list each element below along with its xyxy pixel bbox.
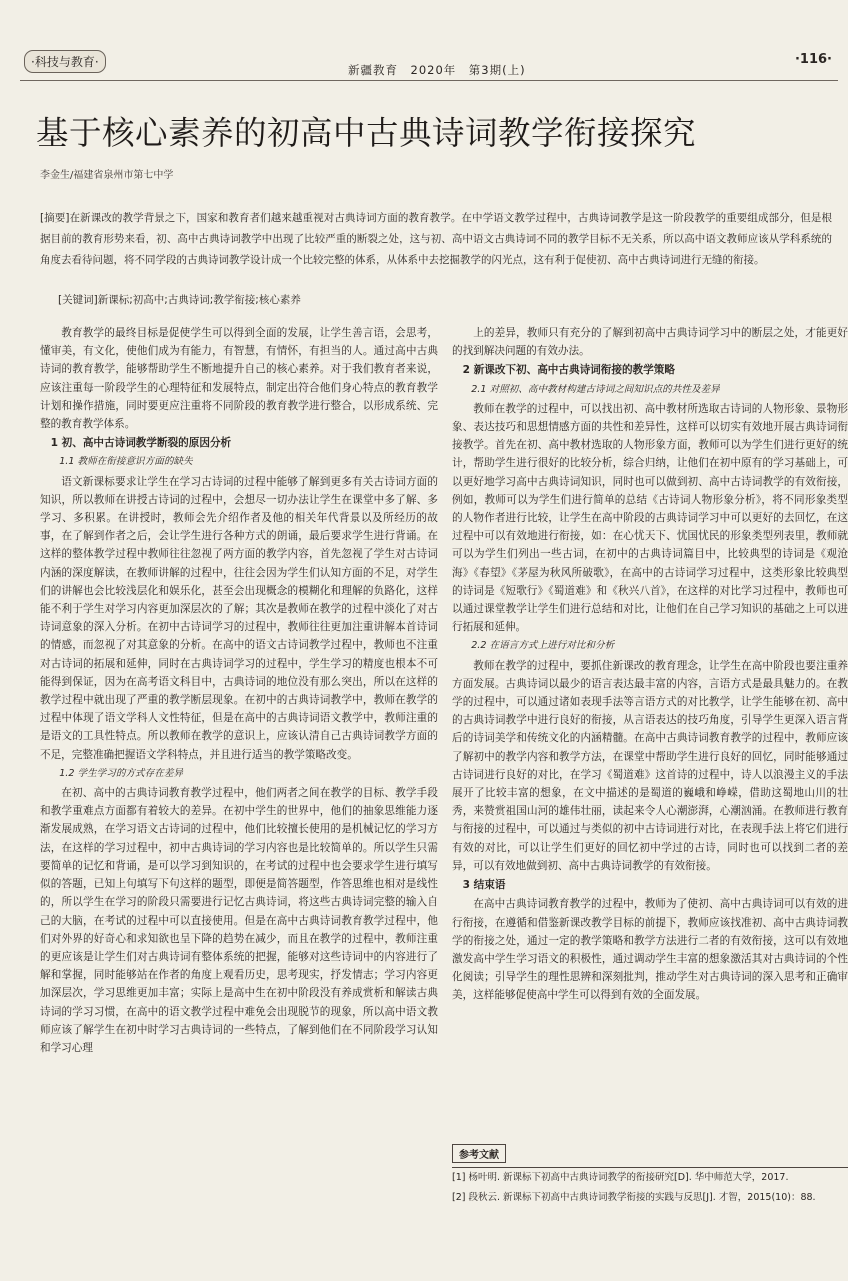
keywords: [关键词]新课标;初高中;古典诗词;教学衔接;核心素养 [58,294,301,306]
journal-info: 新疆教育 2020年 第3期(上) [348,63,526,77]
page-number: ·116· [794,52,832,67]
subsection-heading: 2.1 对照初、高中教材构建古诗词之间知识点的共性及差异 [471,383,720,395]
references [452,1143,848,1208]
reference-item: [1] 杨叶明. 新课标下初高中古典诗词教学的衔接研究[D]. 华中师范大学，2017. [452,1172,789,1183]
section-tag: ·科技与教育· [24,50,106,73]
body-paragraph: 上的差异，教师只有充分的了解到初高中古典诗词学习中的断层之处，才能更好的找到解决问题的有效办法。 [452,327,848,358]
subsection-heading: 2.2 在语言方式上进行对比和分析 [471,640,615,652]
body-paragraph: 在高中古典诗词教育教学的过程中，教师为了使初、高中古典诗词可以有效的进行衔接，在遵循和借鉴新课改教学目标的前提下，教师应该找准初、高中古典诗词教学的衔接之处，通过一定的教学策略和教学方法进行二者的有效衔接，这可以有效地激发高中学生学习语文的积极性，通过调动学生丰富的想象激活其对古典诗词的个性化阅读；引导学生的理性思辨和深刻批判，推动学生对古典诗词的深入思考和正确审美，这样能够促使高中学生可以得到有效的全面发展。 [452,898,848,1002]
section-heading: 1 初、高中古诗词教学断裂的原因分析 [50,437,232,450]
subsection-heading: 1.1 教师在衔接意识方面的缺失 [59,456,193,468]
body-paragraph: 教师在教学的过程中，可以找出初、高中教材所选取古诗词的人物形象、景物形象、表达技巧和思想情感方面的共性和差异性，这样可以切实有效地开展古典诗词衔接教学。首先在初、高中教材选取的人物形象方面，教师可以为学生们进行更好的统计，帮助学生进行很好的比较分析，综合归纳，让他们在初中原有的学习基础上，可以更好地学习高中古典诗词知识，同时也可以做到初、高中古诗词教学的有效衔接，例如，教师可以为学生们进行简单的总结《古诗词人物形象分析》，将不同形象类型的人物作者进行比较，让学生在高中阶段的古典诗词学习中可以更好的去回忆，在这过程中可以有效地进行衔接，如：在心忧天下、忧国忧民的形象类型列表里，教师就可以为学生们列出一些古词，在初中的古典诗词篇目中，比较典型的诗词是《观沧海》《春望》《茅屋为秋风所破歌》，在高中的古诗词学习过程中，这类形象比较典型的诗词是《短歌行》《蜀道难》和《秋兴八首》，在这样的对比学习过程中，教师也可以通过课堂教学让学生们进行总结和对比，让他们在自己学习知识的基础之上可以进行拓展和延伸。 [452,402,848,634]
references-title: 参考文献 [452,1144,506,1163]
header-rule [20,80,838,81]
body-paragraph: 语文新课标要求让学生在学习古诗词的过程中能够了解到更多有关古诗词方面的知识，所以教师在讲授古诗词的过程中，会想尽一切办法让学生在课堂中多了解、多学习、多积累。在讲授时，教师会先介绍作者及他的相关年代背景以及所经历的故事，在了解到作者之后，会让学生进行各种方式的朗诵，最后要求学生进行背诵。在这样的整体教学过程中教师往往忽视了两方面的教学内容，首先忽视了学生对古诗词内涵的深度解读，在教师讲解的过程中，往往会因为学生们认知方面的不足，对学生们的讲解也会比较浅层化和娱乐化，甚至会出现概念的模糊化和理解的负路化，这样能不利于学生对学习内容更加深层次的了解；其次是教师在教学的过程中淡化了对古诗词意象的深入分析。在初中古诗词学习的过程中，教师往往更加注重讲解本首诗词的情感，而忽视了对其意象的分析。在高中的语文古诗词教学过程中，教师也不注重对古诗词的拓展和延伸，同时在古典诗词学习的过程中，学生学习的精度也根本不可能得到保证，因为在高考语文科目中，古典诗词的地位没有那么突出，所以在这样的教学过程中就出现了严重的教学断层现象。在初中的古典诗词教学中，教师在教学的过程中体现了语文学科人文性特征，但是在高中的古典诗词语文教学中，教师注重的是语文的工具性特点。所以教师在教学的意识上，应该认清自己古典诗词教学方面的不足，完整准确把握语文学科特点，并且进行适当的教学策略改变。 [40,475,438,761]
right-column [452,324,848,1272]
subsection-heading: 1.2 学生学习的方式存在差异 [59,767,184,779]
left-column [40,324,438,1272]
section-heading: 2 新课改下初、高中古典诗词衔接的教学策略 [462,364,675,377]
body-paragraph: 教师在教学的过程中，要抓住新课改的教育理念，让学生在高中阶段也要注重养方面发展。古典诗词以最少的语言表达最丰富的内容，言语方式是最具魅力的。在教学的过程中，可以通过诸如表现手法等言语方式的对比教学，让学生能够在初、高中的古典诗词教学中进行良好的衔接，从言语表达的技巧角度，引导学生更深入语言背后的诗词美学和传统文化的内涵精髓。在高中古典诗词教育教学的过程中，教师应该了解初中的教学内容和教学方法，在课堂中帮助学生进行良好的回忆，同时能够通过古诗词进行良好的对比，在学习《蜀道难》这首诗的过程中，诗人以浪漫主义的手法展开了比较丰富的想象，在文中描述的是蜀道的巍峨和峥嵘，借助这蜀地山川的壮秀，来赞赏祖国山河的雄伟壮丽，读起来令人心潮澎湃，心潮汹涌。在教师进行教育与衔接的过程中，可以通过与类似的初中古诗词进行对比，在表现手法上将它们进行有效的对比，可以让学生们更好的回忆初中学过的古诗，同时也可以找到二者的差异，可以有效地做到初、高中古典诗词教学的有效衔接。 [452,659,848,872]
body-paragraph: 在初、高中的古典诗词教育教学过程中，他们两者之间在教学的目标、教学手段和教学重难点方面都有着较大的差异。在初中学生的世界中，他们的抽象思维能力逐渐发展成熟，在学习语文古诗词的过程中，他们比较擅长使用的是机械记忆的学习方法，在这样的学习过程中，初中古典诗词的学习内容也是比较简单的。所以学生只需要简单的记忆和背诵，是可以学习到知识的，在考试的过程中也会要求学生进行填写似的答题，已知上句填写下句这样的题型，即便是简答题型，作答思维也相对是线性的，所以学生在学习的阶段只需要进行记忆古典诗词，将这些古典诗词完整的输入自己的大脑，在考试的过程中可以直接使用。但是在高中古典诗词教育教学过程中，他们对外界的好奇心和求知欲也呈下降的趋势在减少，而且在教学的过程中，教师注重的更应该是让学生们对古典诗词有整体系统的把握，能够对这些诗词中的内容进行了解和掌握，同时能够站在作者的角度上观看历史，思考现实，抒发情志；学习内容更加深层次，学习思维更加丰富；实际上是高中生在初中阶段没有养成赏析和解读古典诗词的学习习惯，在高中的语文教学过程中难免会出现脱节的现象，所以高中语文教师应该了解学生在初中时学习古典诗词的一些特点，了解到他们在不同阶段学习认知和学习心理 [40,787,438,1054]
body-paragraph: 教育教学的最终目标是促使学生可以得到全面的发展，让学生善言语，会思考，懂审美，有文化，使他们成为有能力，有智慧，有情怀，有担当的人。通过高中古典诗词的教育教学，能够帮助学生不断地提升自己的核心素养。对于我们教育者来说，应该注重每一阶段学生的心理特征和发展特点，制定出符合他们身心特点的教育教学计划和操作措施，同时要更应注重将不同阶段的教育教学进行整合，以形成系统、完整的教育教学体系。 [40,327,438,431]
section-heading: 3 结束语 [462,879,506,892]
article-title: 基于核心素养的初高中古典诗词教学衔接探究 [36,114,697,152]
reference-item: [2] 段秋云. 新课标下初高中古典诗词教学衔接的实践与反思[J]. 才智，2015(10)：88. [452,1192,816,1203]
abstract: [摘要]在新课改的教学背景之下，国家和教育者们越来越重视对古典诗词方面的教育教学。在中学语文教学过程中，古典诗词教学是这一阶段教学的重要组成部分，但是根据目前的教育形势来看，初、高中古典诗词教学中出现了比较严重的断裂之处，这与初、高中语文古典诗词不同的教学目标不无关系，所以高中语文教师应该从学科系统的角度去看待问题，将不同学段的古典诗词教学设计成一个比较完整的体系，从体系中去挖掘教学的闪光点，这有利于促使初、高中古典诗词进行无缝的衔接。 [40,212,832,266]
article-author: 李金生/福建省泉州市第七中学 [40,170,174,181]
